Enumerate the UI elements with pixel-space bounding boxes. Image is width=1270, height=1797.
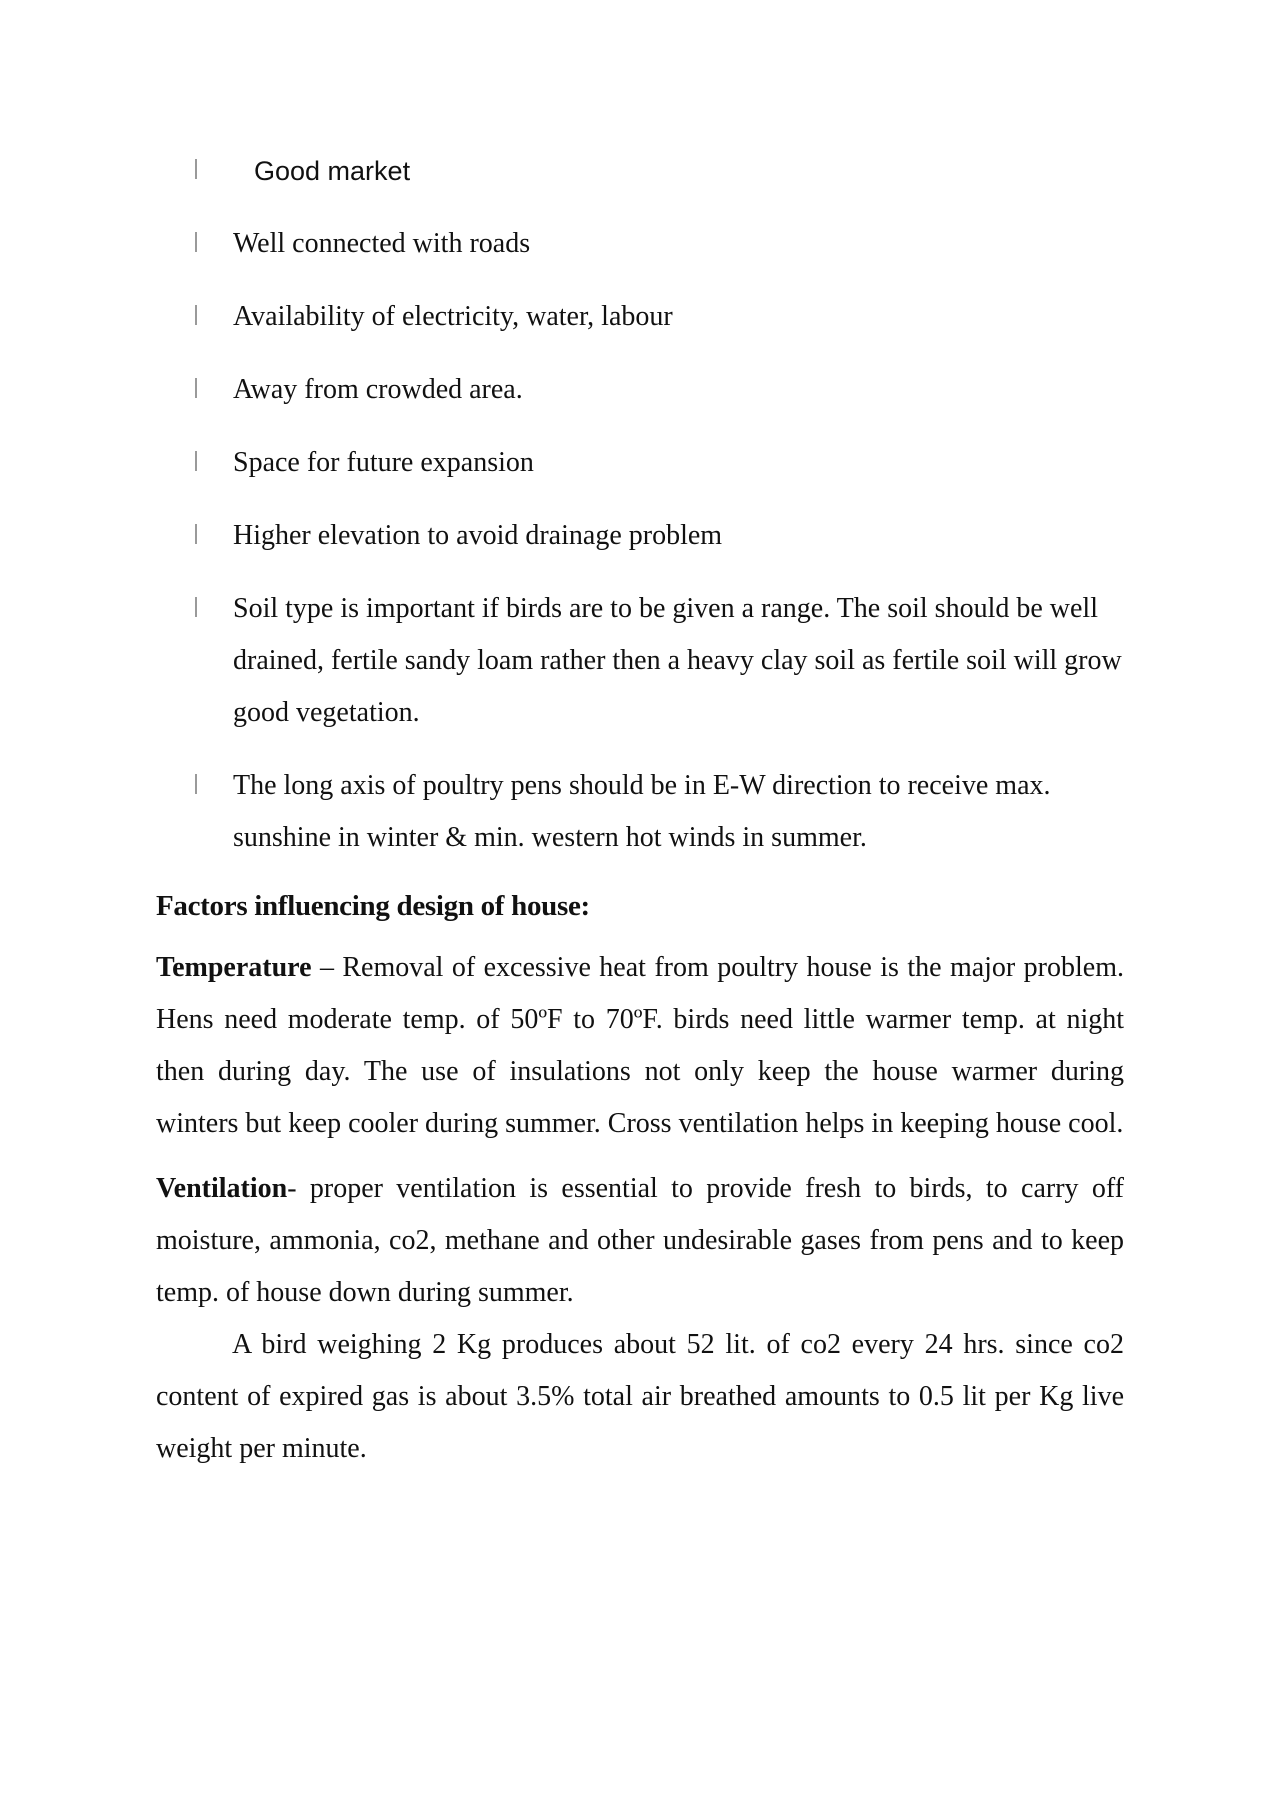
list-item	[190, 145, 1150, 197]
list-item-text: Good market	[254, 156, 411, 186]
list-item-text: Well connected with roads	[233, 228, 531, 259]
list-item	[190, 218, 1150, 270]
ventilation-lead: Ventilation	[156, 1173, 288, 1204]
list-item	[190, 760, 1150, 864]
bullet-marker	[195, 378, 197, 398]
list-item	[190, 364, 1150, 416]
bullet-marker	[195, 232, 197, 252]
ventilation-text: - proper ventilation is essential to provide fresh to birds, to carry off moisture, ammonia, co2, methane and other undesirable gases from pens and to keep temp. of house down during summer.	[156, 1173, 1124, 1308]
list-item-text: Away from crowded area.	[233, 374, 523, 405]
bullet-marker	[195, 597, 197, 617]
house-design-section	[156, 880, 1124, 1488]
list-item-text: The long axis of poultry pens should be in E-W direction to receive max. sunshine in winter & min. western hot winds in summer.	[233, 770, 1051, 853]
temperature-lead: Temperature	[156, 952, 312, 983]
list-item-text: Soil type is important if birds are to be given a range. The soil should be well drained, fertile sandy loam rather then a heavy clay soil as fertile soil will grow good vegetation.	[233, 593, 1122, 728]
list-item	[190, 583, 1150, 739]
bullet-marker	[195, 305, 197, 325]
site-selection-list	[190, 145, 1150, 885]
bullet-marker	[195, 774, 197, 794]
list-item-text: Higher elevation to avoid drainage problem	[233, 520, 723, 551]
list-item	[190, 510, 1150, 562]
list-item	[190, 437, 1150, 489]
temperature-paragraph	[156, 942, 1124, 1150]
list-item-text: Availability of electricity, water, labour	[233, 301, 673, 332]
list-item	[190, 291, 1150, 343]
co2-paragraph: A bird weighing 2 Kg produces about 52 lit. of co2 every 24 hrs. since co2 content of expired gas is about 3.5% total air breathed amounts to 0.5 lit per Kg live weight per minute.	[156, 1329, 1124, 1464]
list-item-text: Space for future expansion	[233, 447, 534, 478]
bullet-marker	[195, 451, 197, 471]
temperature-text: – Removal of excessive heat from poultry house is the major problem. Hens need moderate temp. of 50ºF to 70ºF. birds need little warmer temp. at night then during day. The use of insulations not only keep the house warmer during winters but keep cooler during summer. Cross ventilation helps in keeping house cool.	[156, 952, 1124, 1139]
bullet-marker	[195, 524, 197, 544]
section-heading: Factors influencing design of house:	[156, 890, 590, 922]
ventilation-paragraph	[156, 1163, 1124, 1319]
bullet-marker	[195, 159, 197, 179]
